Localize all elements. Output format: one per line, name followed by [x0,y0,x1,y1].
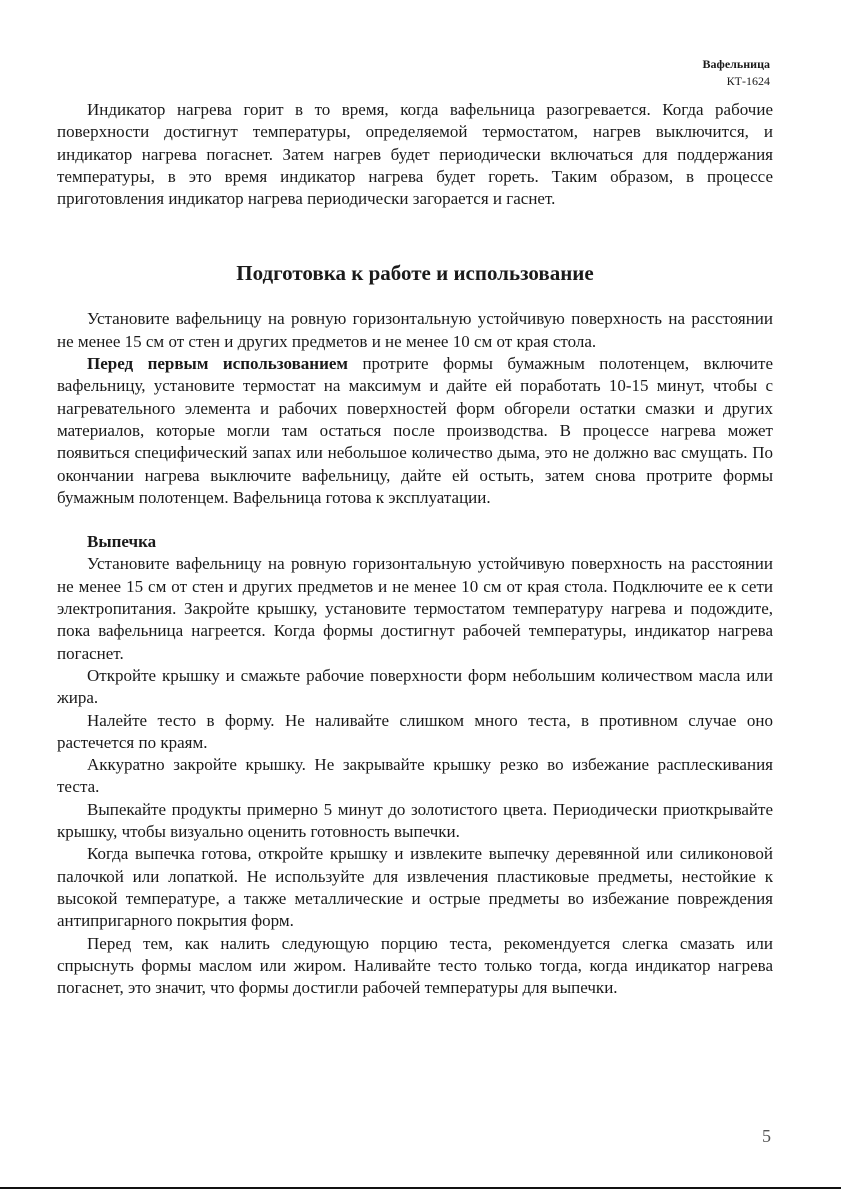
page-header [703,56,770,90]
prep-paragraph-2 [57,353,773,509]
page-content [57,99,773,999]
header-title: Вафельница [702,57,770,71]
baking-paragraph: Выпекайте продукты примерно 5 минут до золотистого цвета. Периодически приоткрывайте крышку, чтобы визуально оценить готовность выпечки. [57,799,773,842]
baking-heading: Выпечка [87,532,157,552]
header-model: КТ-1624 [726,74,770,88]
bottom-rule [0,1187,841,1189]
spacer [57,509,773,531]
baking-paragraph: Налейте тесто в форму. Не наливайте слишком много теста, в противном случае оно растечется по краям. [57,710,773,752]
baking-paragraph: Перед тем, как налить следующую порцию теста, рекомендуется слегка смазать или спрыснуть формы маслом или жиром. Наливайте тесто только тогда, когда индикатор нагрева погаснет, это значит, что формы достигли рабочей температуры для выпечки. [57,933,773,998]
baking-paragraph: Установите вафельницу на ровную горизонтальную устойчивую поверхность на расстоянии не менее 15 см от стен и других предметов и не менее 10 см от края стола. Подключите ее к сети электропитания. Закройте крышку, установите термостатом температуру нагрева и подождите, пока вафельница нагреется. Когда формы достигнут рабочей температуры, индикатор нагрева погаснет. [57,554,773,663]
baking-paragraph: Откройте крышку и смажьте рабочие поверхности форм небольшим количеством масла или жира. [57,665,773,708]
intro-paragraph: Индикатор нагрева горит в то время, когда вафельница разогревается. Когда рабочие поверхности достигнут температуры, определяемой термостатом, нагрев выключится, и индикатор нагрева погаснет. Затем нагрев будет периодически включаться для поддержания температуры, в это время индикатор нагрева будет гореть. Таким образом, в процессе приготовления индикатор нагрева периодически загорается и гаснет. [57,100,773,209]
first-use-bold: Перед первым использованием [87,354,348,374]
prep-paragraph-1: Установите вафельницу на ровную горизонтальную устойчивую поверхность на расстоянии не менее 15 см от стен и других предметов и не менее 10 см от края стола. [57,309,773,351]
prep-paragraph-2-text: протрите формы бумажным полотенцем, включите вафельницу, установите термостат на максимум и дайте ей поработать 10-15 минут, чтобы с нагревательного элемента и рабочих поверхностей форм обгорели остатки смазки и других материалов, которые могли там остаться после производства. В процессе нагрева может появиться специфический запах или небольшое количество дыма, это не должно вас смущать. По окончании нагрева выключите вафельницу, дайте ей остыть, затем снова протрите формы бумажным полотенцем. Вафельница готова к эксплуатации. [57,354,773,507]
baking-paragraph: Когда выпечка готова, откройте крышку и извлеките выпечку деревянной или силиконовой палочкой или лопаткой. Не используйте для извлечения пластиковые предметы, нестойкие к высокой температуре, а также металлические и острые предметы во избежание повреждения антипригарного покрытия форм. [57,844,773,931]
baking-paragraph: Аккуратно закройте крышку. Не закрывайте крышку резко во избежание расплескивания теста. [57,755,773,797]
section-heading: Подготовка к работе и использование [236,261,594,286]
page-number: 5 [762,1126,771,1146]
